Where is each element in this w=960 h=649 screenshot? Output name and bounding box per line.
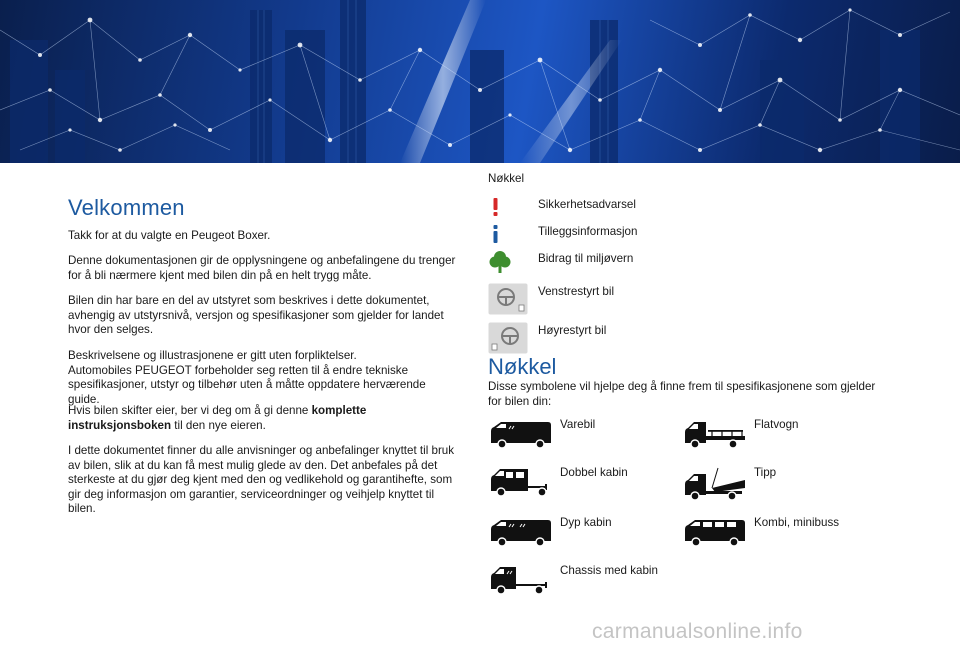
key-title: Nøkkel xyxy=(488,354,557,379)
vehicle-item-tipper xyxy=(682,466,852,506)
vehicle-label-minibus: Kombi, minibuss xyxy=(754,516,840,529)
vehicle-label-chassis-cab: Chassis med kabin xyxy=(560,564,658,577)
legend-label-right-hand-drive: Høyrestyrt bil xyxy=(538,324,607,337)
legend-label-left-hand-drive: Venstrestyrt bil xyxy=(538,285,615,298)
welcome-title: Velkommen xyxy=(68,195,185,220)
legend-label-warning: Sikkerhetsadvarsel xyxy=(538,198,636,211)
panel-van-icon xyxy=(488,418,554,455)
tree-icon xyxy=(488,249,512,280)
chassis-cab-icon xyxy=(488,564,554,601)
vehicle-label-crew-van: Dyp kabin xyxy=(560,516,612,529)
vehicle-item-chassis-cab xyxy=(488,564,658,600)
vehicle-label-double-cab: Dobbel kabin xyxy=(560,466,628,479)
left-hand-drive-icon xyxy=(488,283,528,320)
legend-item-left-hand-drive xyxy=(488,283,688,319)
legend-label-eco: Bidrag til miljøvern xyxy=(538,252,634,265)
vehicle-label-flatbed: Flatvogn xyxy=(754,418,799,431)
legend-item-warning xyxy=(488,195,688,225)
legend-item-info xyxy=(488,222,688,252)
double-cab-icon xyxy=(488,466,554,503)
vehicle-item-panel-van xyxy=(488,418,658,454)
welcome-paragraph-5-bold: komplette instruksjonsboken xyxy=(68,404,367,432)
warning-exclamation-icon xyxy=(488,195,504,224)
watermark-text: carmanualsonline.info xyxy=(592,620,803,643)
vehicle-item-double-cab xyxy=(488,466,658,502)
tipper-truck-icon xyxy=(682,466,748,507)
vehicle-item-flatbed xyxy=(682,418,852,454)
legend-item-right-hand-drive xyxy=(488,322,688,358)
legend-item-eco xyxy=(488,249,688,279)
city-network-illustration xyxy=(0,0,960,163)
welcome-paragraph-2: Denne dokumentasjonen gir de opplysningene og anbefalingene du trenger for å bli nærmere kjent med bilen din på en helt trygg måte. xyxy=(68,254,456,282)
flatbed-truck-icon xyxy=(682,418,748,455)
welcome-paragraph-4-line-2: Automobiles PEUGEOT forbeholder seg retten til å endre tekniske spesifikasjoner, utstyr og tilbehør uten å måtte oppdatere herværende guide. xyxy=(68,363,426,406)
legend-title-small: Nøkkel xyxy=(488,172,525,185)
vehicle-label-tipper: Tipp xyxy=(754,466,777,479)
welcome-paragraph-3: Bilen din har bare en del av utstyret som beskrives i dette dokumentet, avhengig av utstyrsnivå, versjon og spesifikasjoner som gjelder for landet hvor den selges. xyxy=(68,294,444,337)
welcome-paragraph-5-end: til den nye eieren. xyxy=(171,418,266,432)
legend-label-info: Tilleggsinformasjon xyxy=(538,225,638,238)
welcome-paragraph-6: I dette dokumentet finner du alle anvisninger og anbefalinger knyttet til bruk av bilen, slik at du kan få mest mulig glede av den. Det anbefales på det sterkeste at du gjør deg kjent med den og vedlikehold og garantihefte, som gir deg informasjon om garantier, serviceordninger og veihjelp knyttet til bilen. xyxy=(68,444,455,516)
vehicle-label-panel-van: Varebil xyxy=(560,418,596,431)
welcome-paragraph-5 xyxy=(68,404,460,433)
crew-van-icon xyxy=(488,516,554,553)
welcome-paragraph-4 xyxy=(68,349,460,407)
key-intro: Disse symbolene vil hjelpe deg å finne frem til spesifikasjonene som gjelder for bilen din: xyxy=(488,380,876,408)
welcome-paragraph-1: Takk for at du valgte en Peugeot Boxer. xyxy=(68,229,271,242)
info-icon xyxy=(488,222,504,251)
vehicle-item-crew-van xyxy=(488,516,658,552)
vehicle-item-minibus xyxy=(682,516,852,552)
header-banner-image xyxy=(0,0,960,163)
welcome-paragraph-5-start: Hvis bilen skifter eier, ber vi deg om å gi denne xyxy=(68,404,312,417)
minibus-icon xyxy=(682,516,748,553)
welcome-paragraph-4-line-1: Beskrivelsene og illustrasjonene er gitt uten forpliktelser. xyxy=(68,349,357,362)
